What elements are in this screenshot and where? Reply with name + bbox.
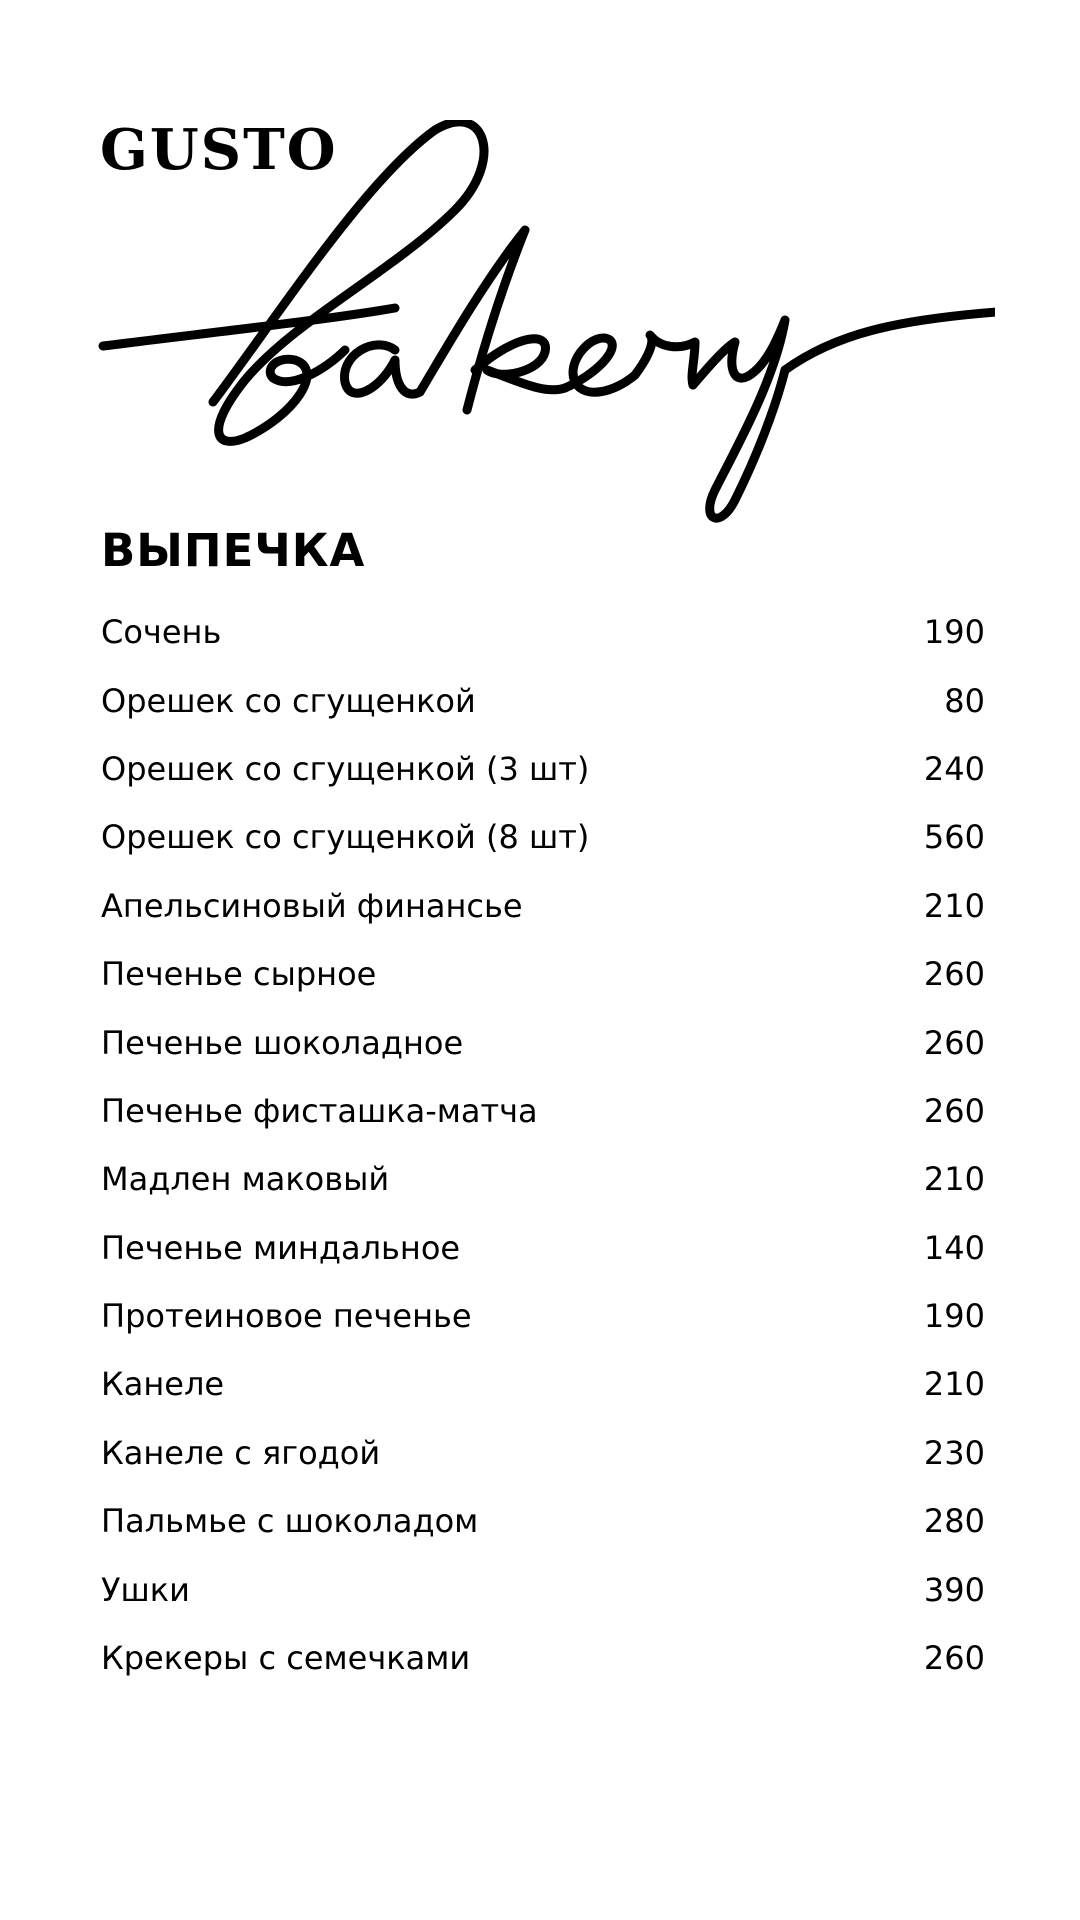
menu-item [101, 1077, 985, 1145]
menu-item [101, 735, 985, 803]
menu-item [101, 872, 985, 940]
menu-item-price: 210 [923, 886, 985, 925]
menu-item [101, 1487, 985, 1555]
menu-item-price: 260 [923, 955, 985, 994]
menu-list [101, 598, 985, 1692]
menu-item [101, 940, 985, 1008]
menu-item-price: 80 [944, 681, 985, 720]
menu-item [101, 1214, 985, 1282]
menu-item-price: 280 [923, 1502, 985, 1541]
menu-item [101, 1282, 985, 1350]
bakery-script-logo [95, 117, 995, 530]
menu-item-price: 210 [923, 1160, 985, 1199]
menu-item-name: Орешек со сгущенкой (8 шт) [101, 818, 590, 857]
menu-item [101, 803, 985, 871]
menu-item [101, 1350, 985, 1418]
menu-item [101, 1624, 985, 1692]
menu-item-name: Печенье сырное [101, 955, 377, 994]
menu-item [101, 1555, 985, 1623]
menu-item [101, 1145, 985, 1213]
menu-item-price: 190 [923, 1297, 985, 1336]
menu-item-name: Печенье фисташка-матча [101, 1091, 538, 1130]
menu-item-name: Орешек со сгущенкой [101, 681, 476, 720]
menu-item-name: Сочень [101, 613, 222, 652]
brand-name: GUSTO [100, 117, 338, 183]
menu-item [101, 1008, 985, 1076]
menu-item-price: 190 [923, 613, 985, 652]
menu-item-name: Орешек со сгущенкой (3 шт) [101, 749, 590, 788]
section-title: ВЫПЕЧКА [101, 524, 366, 577]
menu-item-name: Пальмье с шоколадом [101, 1502, 479, 1541]
menu-item [101, 598, 985, 666]
menu-item-name: Мадлен маковый [101, 1160, 390, 1199]
menu-item-price: 560 [923, 818, 985, 857]
menu-item-price: 390 [923, 1570, 985, 1609]
menu-item-price: 260 [923, 1091, 985, 1130]
menu-item [101, 1419, 985, 1487]
menu-item-name: Канеле с ягодой [101, 1433, 381, 1472]
menu-item-name: Печенье шоколадное [101, 1023, 464, 1062]
menu-item-name: Апельсиновый финансье [101, 886, 523, 925]
menu-item-price: 260 [923, 1639, 985, 1678]
menu-item-price: 260 [923, 1023, 985, 1062]
menu-item-price: 240 [923, 749, 985, 788]
menu-item-price: 140 [923, 1228, 985, 1267]
menu-item-name: Печенье миндальное [101, 1228, 461, 1267]
menu-item-price: 210 [923, 1365, 985, 1404]
menu-item [101, 666, 985, 734]
menu-item-name: Крекеры с семечками [101, 1639, 471, 1678]
menu-item-price: 230 [923, 1433, 985, 1472]
menu-item-name: Ушки [101, 1570, 190, 1609]
menu-item-name: Протеиновое печенье [101, 1297, 472, 1336]
menu-item-name: Канеле [101, 1365, 225, 1404]
